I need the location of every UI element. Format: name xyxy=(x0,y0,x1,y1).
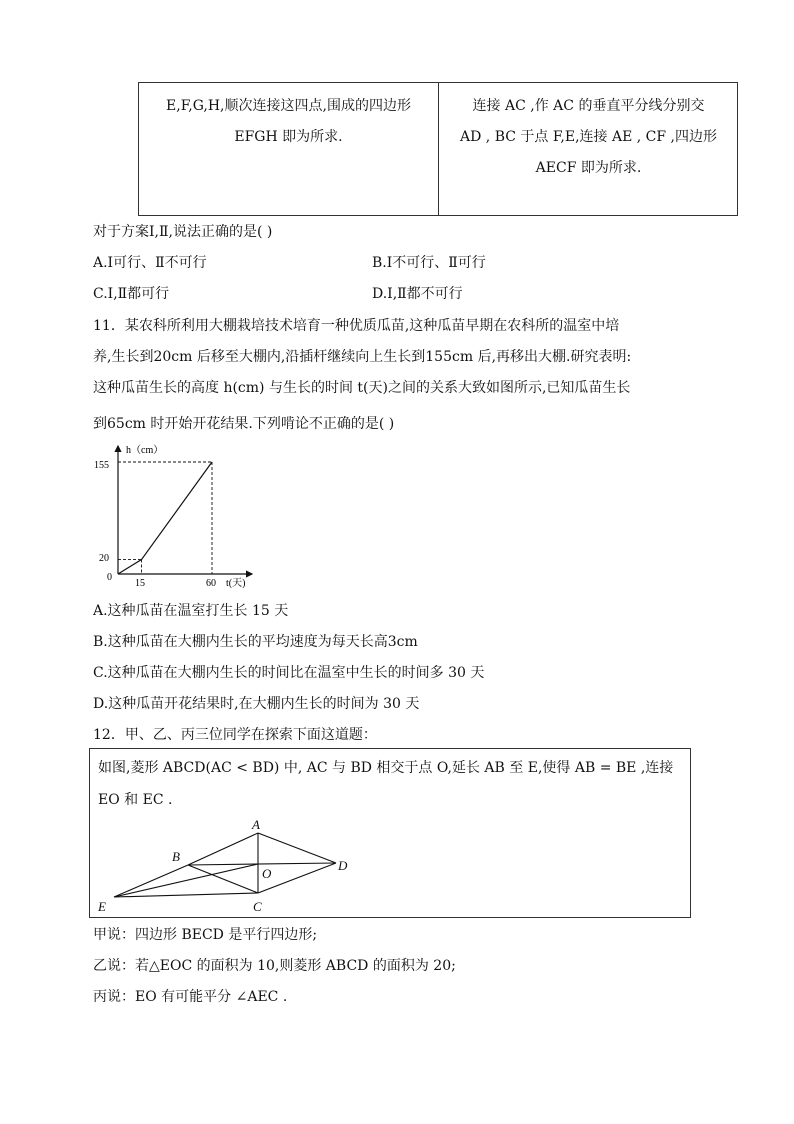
vertex-a-label: A xyxy=(252,817,260,832)
scheme-1-line1: E,F,G,H,顺次连接这四点,围成的四边形 xyxy=(166,98,411,114)
x-tick-15: 15 xyxy=(135,578,145,589)
scheme-table xyxy=(138,82,738,216)
q12-box-line1: 如图,菱形 ABCD(AC < BD) 中, AC 与 BD 相交于点 O,延长 AB 至 E,使得 AB = BE ,连接 xyxy=(98,760,674,776)
q11-option-d: D.这种瓜苗开花结果时,在大棚内生长的时间为 30 天 xyxy=(93,696,420,712)
q10-stem: 对于方案Ⅰ,Ⅱ,说法正确的是( ) xyxy=(93,224,273,240)
x-axis-label: t(天) xyxy=(226,578,246,589)
q10-option-b: B.Ⅰ不可行、Ⅱ可行 xyxy=(372,255,486,271)
scheme-1-cell xyxy=(139,91,438,153)
q11-line3: 这种瓜苗生长的高度 h(cm) 与生长的时间 t(天)之间的关系大致如图所示,已知瓜苗生长 xyxy=(93,380,631,396)
vertex-c-label: C xyxy=(253,899,262,914)
vertex-b-label: B xyxy=(172,849,180,864)
q11-option-c: C.这种瓜苗在大棚内生长的时间比在温室中生长的时间多 30 天 xyxy=(93,665,485,681)
q12-box-line2: EO 和 EC . xyxy=(98,792,173,808)
q10-option-a: A.Ⅰ可行、Ⅱ不可行 xyxy=(93,255,207,271)
statement-yi: 乙说：若△EOC 的面积为 10,则菱形 ABCD 的面积为 20; xyxy=(93,958,456,974)
y-axis-label: h（cm） xyxy=(126,445,164,456)
scheme-2-cell xyxy=(439,91,738,184)
rhombus-figure xyxy=(90,815,370,915)
q11-line2: 养,生长到20cm 后移至大棚内,沿插杆继续向上生长到155cm 后,再移出大棚.研究表明: xyxy=(93,349,632,365)
scheme-2-line1: 连接 AC ,作 AC 的垂直平分线分别交 xyxy=(472,98,705,114)
y-tick-20: 20 xyxy=(99,553,109,564)
x-tick-60: 60 xyxy=(206,578,216,589)
growth-line xyxy=(118,462,212,574)
vertex-o-label: O xyxy=(262,866,272,881)
vertex-e-label: E xyxy=(98,899,106,914)
q11-option-a: A.这种瓜苗在温室打生长 15 天 xyxy=(93,603,289,619)
scheme-2-line2: AD , BC 于点 F,E,连接 AE , CF ,四边形 xyxy=(460,129,717,145)
q11-option-b: B.这种瓜苗在大棚内生长的平均速度为每天长高3cm xyxy=(93,634,418,650)
origin-label: 0 xyxy=(107,572,112,583)
vertex-d-label: D xyxy=(338,858,348,873)
q12-stem: 12．甲、乙、丙三位同学在探索下面这道题： xyxy=(93,727,377,743)
scheme-1-line2: EFGH 即为所求. xyxy=(234,129,343,145)
q11-line1: 11．某农科所利用大棚栽培技术培育一种优质瓜苗,这种瓜苗早期在农科所的温室中培 xyxy=(93,318,620,334)
scheme-2-line3: AECF 即为所求. xyxy=(535,160,642,176)
growth-graph xyxy=(90,440,260,590)
q11-line4: 到65cm 时开始开花结果.下列啃论不正确的是( ) xyxy=(93,416,395,432)
q10-option-c: C.Ⅰ,Ⅱ都可行 xyxy=(93,286,170,302)
y-tick-155: 155 xyxy=(94,460,109,471)
statement-bing: 丙说：EO 有可能平分 ∠AEC . xyxy=(93,989,288,1005)
statement-jia: 甲说：四边形 BECD 是平行四边形; xyxy=(93,927,318,943)
q10-option-d: D.Ⅰ,Ⅱ都不可行 xyxy=(372,286,463,302)
